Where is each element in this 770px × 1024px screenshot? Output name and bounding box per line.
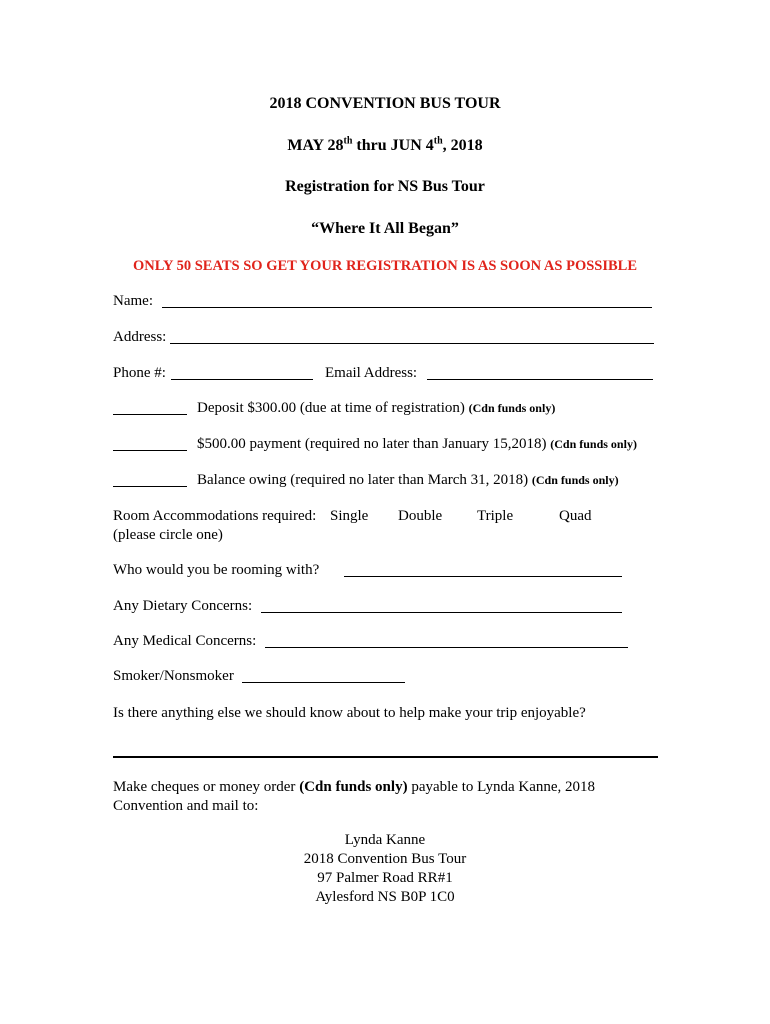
room-option-triple[interactable]: Triple [477, 508, 514, 524]
name-label: Name: [113, 293, 153, 309]
payment-blank[interactable] [113, 450, 187, 451]
room-label: Room Accommodations required: [113, 508, 317, 524]
date-may-sup: th [343, 135, 353, 147]
address-field[interactable] [170, 343, 654, 344]
rooming-with-field[interactable] [344, 576, 622, 577]
rooming-with-label: Who would you be rooming with? [113, 562, 320, 578]
email-label: Email Address: [325, 365, 418, 381]
phone-field[interactable] [171, 379, 313, 380]
date-thru: thru JUN 4 [352, 137, 434, 154]
email-field[interactable] [427, 379, 653, 380]
date-may: MAY 28 [287, 137, 344, 154]
smoker-field[interactable] [242, 682, 405, 683]
deposit-row [197, 400, 555, 417]
name-field[interactable] [162, 307, 652, 308]
room-hint: (please circle one) [113, 527, 223, 543]
room-option-quad[interactable]: Quad [559, 508, 592, 524]
payment-note: (Cdn funds only) [550, 437, 637, 451]
payment-text: $500.00 payment (required no later than January 15,2018) [197, 436, 547, 452]
room-option-single[interactable]: Single [330, 508, 369, 524]
dietary-label: Any Dietary Concerns: [113, 598, 253, 614]
address-label: Address: [113, 329, 167, 345]
medical-label: Any Medical Concerns: [113, 633, 257, 649]
tour-dates [0, 137, 770, 155]
phone-label: Phone #: [113, 365, 166, 381]
room-option-double[interactable]: Double [398, 508, 443, 524]
deposit-text: Deposit $300.00 (due at time of registration) [197, 400, 465, 416]
deposit-blank[interactable] [113, 414, 187, 415]
subtitle: Registration for NS Bus Tour [285, 178, 485, 195]
address-line: 2018 Convention Bus Tour [303, 851, 467, 867]
address-line: 97 Palmer Road RR#1 [317, 870, 453, 886]
date-year: , 2018 [442, 137, 483, 154]
seats-notice: ONLY 50 SEATS SO GET YOUR REGISTRATION IS AS SOON AS POSSIBLE [132, 258, 638, 274]
payable-post: payable to Lynda Kanne, 2018 [407, 779, 596, 795]
payable-line [113, 779, 673, 796]
date-jun-sup: th [433, 135, 443, 147]
anything-else-label: Is there anything else we should know about to help make your trip enjoyable? [113, 705, 586, 721]
mailing-address [0, 831, 770, 907]
balance-blank[interactable] [113, 486, 187, 487]
payable-line2: Convention and mail to: [113, 798, 259, 814]
balance-text: Balance owing (required no later than March 31, 2018) [197, 472, 529, 488]
balance-note: (Cdn funds only) [531, 473, 619, 487]
page-title: 2018 CONVENTION BUS TOUR [269, 95, 501, 112]
anything-else-field[interactable] [113, 756, 658, 758]
medical-field[interactable] [265, 647, 628, 648]
payment-row [197, 436, 637, 453]
payable-bold: (Cdn funds only) [299, 779, 408, 795]
address-line: Aylesford NS B0P 1C0 [315, 889, 455, 905]
payable-pre: Make cheques or money order [113, 779, 300, 795]
smoker-label: Smoker/Nonsmoker [113, 668, 234, 684]
tagline: “Where It All Began” [311, 220, 459, 237]
balance-row [197, 472, 619, 489]
deposit-note: (Cdn funds only) [468, 401, 556, 415]
address-line: Lynda Kanne [344, 832, 426, 848]
dietary-field[interactable] [261, 612, 622, 613]
